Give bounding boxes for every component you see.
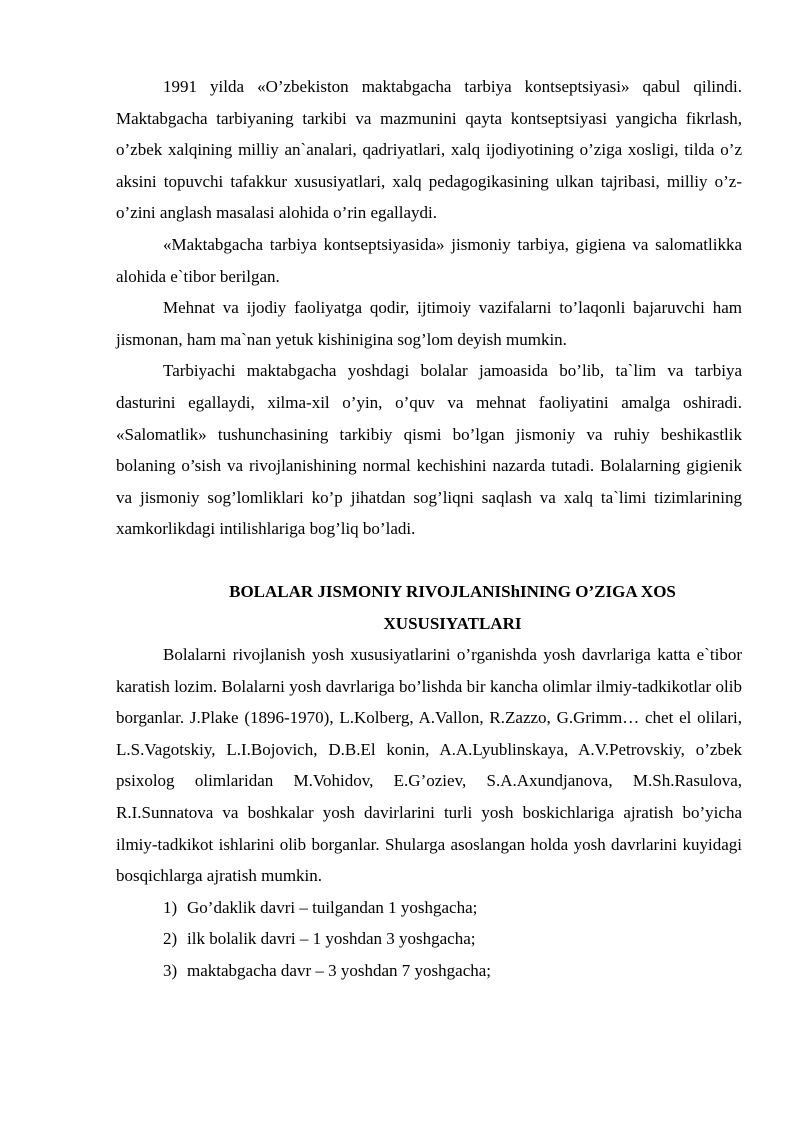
- list-item: [116, 923, 742, 955]
- list-item-text: ilk bolalik davri – 1 yoshdan 3 yoshgacha;: [187, 929, 476, 949]
- list-item: [116, 892, 742, 924]
- list-item: [116, 955, 742, 987]
- list-item-number: 2): [163, 929, 178, 949]
- paragraph: 1991 yilda «O’zbekiston maktabgacha tarbiya kontseptsiyasi» qabul qilindi. Maktabgacha tarbiyaning tarkibi va mazmunini qayta kontseptsiyasi yangicha fikrlash, o’zbek xalqining milliy an`analari, qadriyatlari, xalq ijodiyotining o’ziga xosligi, tilda o’z aksini topuvchi tafakkur xususiyatlari, xalq pedagogikasining ulkan tajribasi, milliy o’z-o’zini anglash masalasi alohida o’rin egallaydi.: [116, 77, 742, 223]
- paragraph: «Maktabgacha tarbiya kontseptsiyasida» jismoniy tarbiya, gigiena va salomatlikka alohida e`tibor berilgan.: [116, 234, 742, 286]
- document-page: [116, 71, 742, 987]
- paragraph: Mehnat va ijodiy faoliyatga qodir, ijtimoiy vazifalarni to’laqonli bajaruvchi ham jismonan, ham ma`nan yetuk kishinigina sog’lom deyish mumkin.: [116, 298, 742, 349]
- list-item-number: 1): [163, 897, 178, 917]
- list-item-number: 3): [163, 961, 178, 981]
- paragraph: Tarbiyachi maktabgacha yoshdagi bolalar jamoasida bo’lib, ta`lim va tarbiya dasturini egallaydi, xilma-xil o’yin, o’quv va mehnat faoliyatini amalga oshiradi. «Salomatlik» tushunchasining tarkibiy qismi bo’lgan jismoniy va ruhiy beshikastlik bolaning o’sish va rivojlanishining normal kechishini nazarda tutadi. Bolalarning gigienik va jismoniy sog’lomliklari ko’p jihatdan sog’liqni saqlash va xalq ta`limi tizimlarining xamkorlikdagi intilishlariga bog’liq bo’ladi.: [116, 361, 742, 539]
- list-item-text: maktabgacha davr – 3 yoshdan 7 yoshgacha;: [187, 961, 492, 981]
- paragraph: Bolalarni rivojlanish yosh xususiyatlarini o’rganishda yosh davrlariga katta e`tibor karatish lozim. Bolalarni yosh davrlariga bo’lishda bir kancha olimlar ilmiy-tadkikotlar olib borganlar. J.Plake (1896-1970), L.Kolberg, A.Vallon, R.Zazzo, G.Grimm… chet el olilari, L.S.Vagotskiy, L.I.Bojovich, D.B.El konin, A.A.Lyublinskaya, A.V.Petrovskiy, o’zbek psixolog olimlaridan M.Vohidov, E.G’oziev, S.A.Axundjanova, M.Sh.Rasulova, R.I.Sunnatova va boshkalar yosh davirlarini turli yosh boskichlariga ajratish bo’yicha ilmiy-tadkikot ishlarini olib borganlar. Shularga asoslangan holda yosh davrlarini kuyidagi bosqichlarga ajratish mumkin.: [116, 645, 742, 886]
- age-periods-list: [116, 892, 742, 987]
- section-heading: [116, 576, 742, 639]
- list-item-text: Go’daklik davri – tuilgandan 1 yoshgacha;: [187, 897, 478, 917]
- section-heading-line2: XUSUSIYATLARI: [383, 613, 522, 633]
- section-heading-line1: BOLALAR JISMONIY RIVOJLANIShINING O’ZIGA XOS: [229, 581, 676, 601]
